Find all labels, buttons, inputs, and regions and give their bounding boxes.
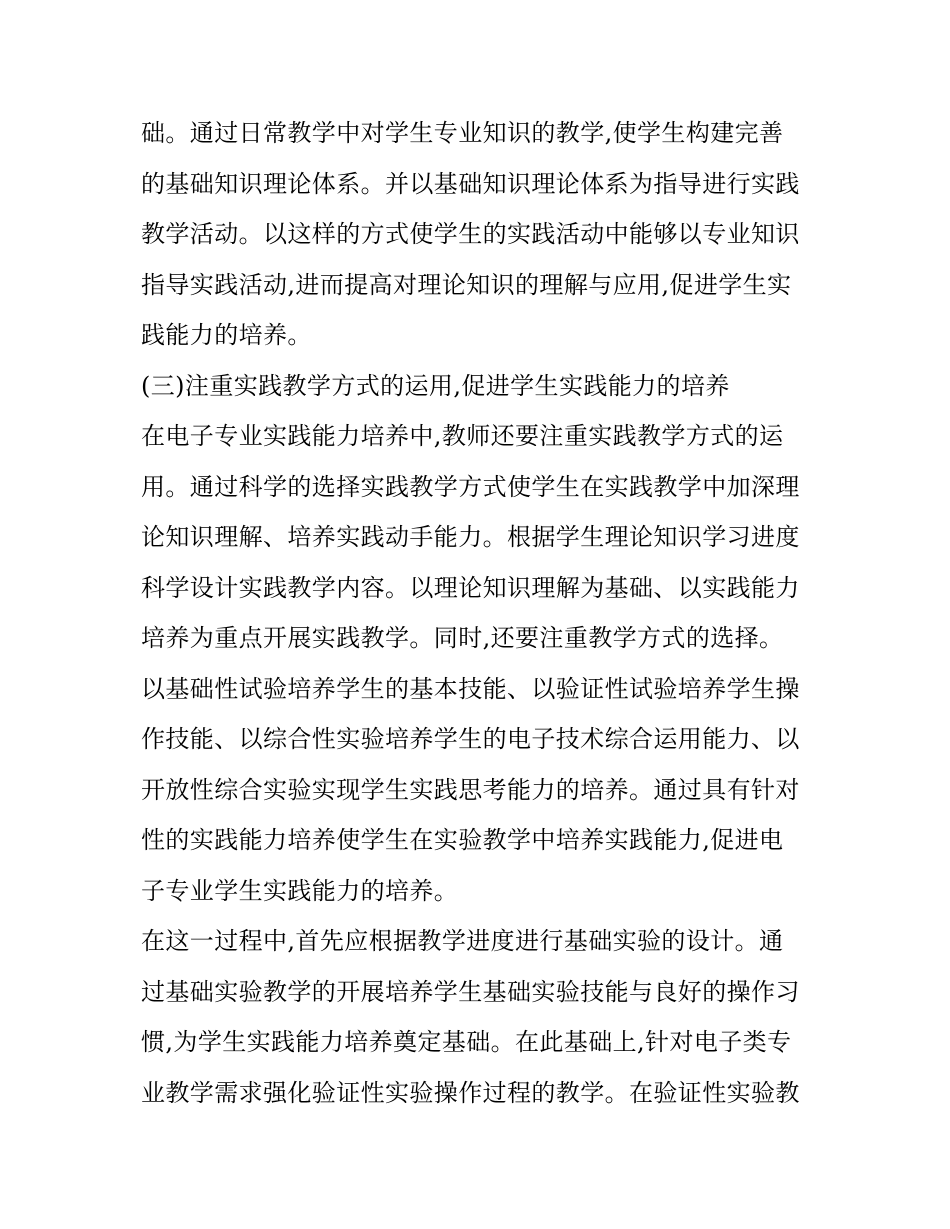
text-line: 础。通过日常教学中对学生专业知识的教学,使学生构建完善 bbox=[141, 119, 784, 147]
body-text bbox=[141, 108, 821, 1118]
text-line: 过基础实验教学的开展培养学生基础实验技能与良好的操作习 bbox=[141, 977, 800, 1006]
text-line: 开放性综合实验实现学生实践思考能力的培养。通过具有针对 bbox=[141, 775, 800, 804]
text-line: 践能力的培养。 bbox=[141, 321, 312, 349]
text-line: 的基础知识理论体系。并以基础知识理论体系为指导进行实践 bbox=[141, 169, 800, 198]
text-line: 惯,为学生实践能力培养奠定基础。在此基础上,针对电子类专 bbox=[141, 1028, 792, 1056]
text-line: 用。通过科学的选择实践教学方式使学生在实践教学中加深理 bbox=[141, 472, 800, 501]
text-line: 论知识理解、培养实践动手能力。根据学生理论知识学习进度 bbox=[141, 523, 800, 551]
text-line: 作技能、以综合性实验培养学生的电子技术综合运用能力、以 bbox=[141, 725, 800, 753]
text-line: 培养为重点开展实践教学。同时,还要注重教学方式的选择。 bbox=[141, 624, 784, 652]
text-line: 科学设计实践教学内容。以理论知识理解为基础、以实践能力 bbox=[141, 573, 800, 602]
text-line: 以基础性试验培养学生的基本技能、以验证性试验培养学生操 bbox=[141, 674, 800, 703]
text-line: 性的实践能力培养使学生在实验教学中培养实践能力,促进电 bbox=[141, 826, 784, 854]
text-line: 在电子专业实践能力培养中,教师还要注重实践教学方式的运 bbox=[141, 422, 784, 450]
text-line: 指导实践活动,进而提高对理论知识的理解与应用,促进学生实 bbox=[141, 270, 792, 299]
text-line: 业教学需求强化验证性实验操作过程的教学。在验证性实验教 bbox=[141, 1078, 800, 1107]
text-line: 在这一过程中,首先应根据教学进度进行基础实验的设计。通 bbox=[141, 927, 784, 955]
section-heading: (三)注重实践教学方式的运用,促进学生实践能力的培养 bbox=[141, 371, 730, 400]
text-line: 子专业学生实践能力的培养。 bbox=[141, 876, 459, 905]
text-line: 教学活动。以这样的方式使学生的实践活动中能够以专业知识 bbox=[141, 220, 800, 248]
